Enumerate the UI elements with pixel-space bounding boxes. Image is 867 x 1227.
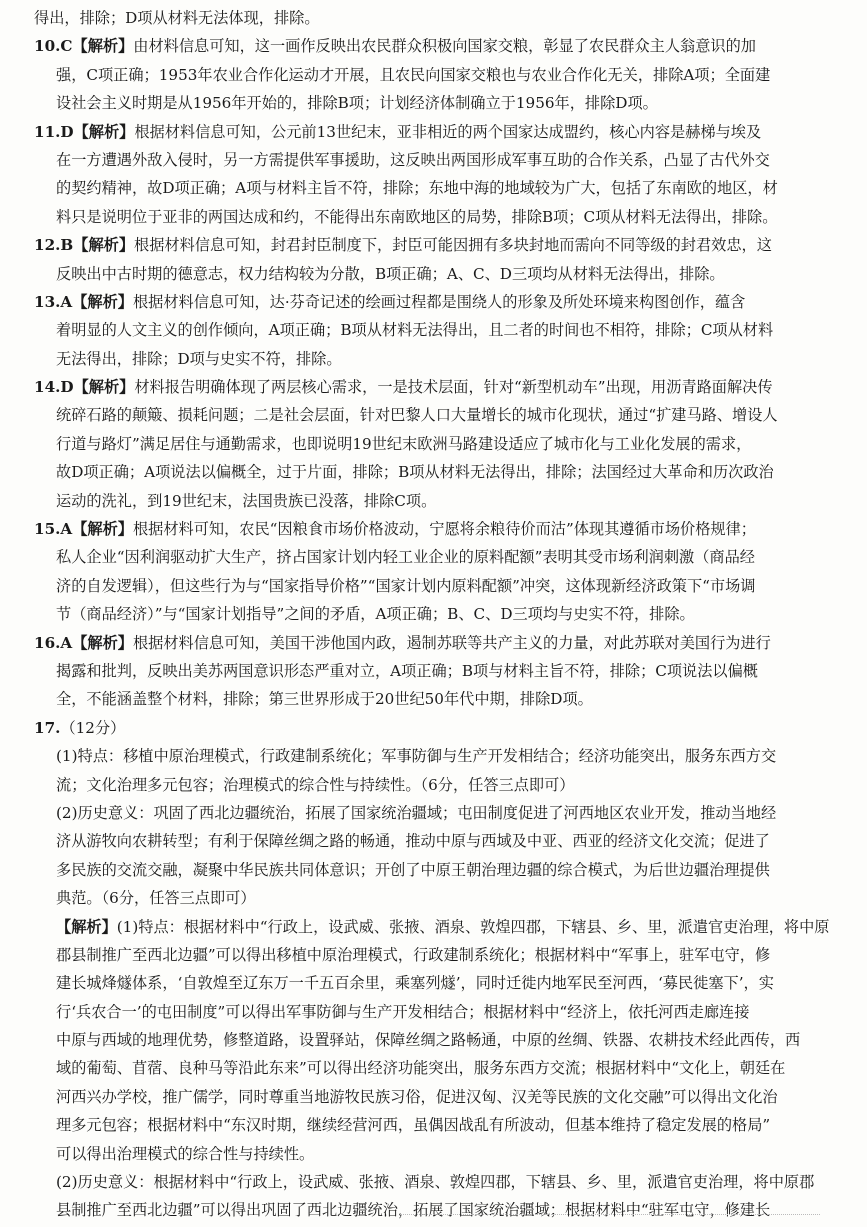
- text-line: [34, 458, 833, 486]
- line-body: 根据材料信息可知，美国干涉他国内政，遏制苏联等共产主义的力量，对此苏联对美国行为进行: [132, 633, 771, 652]
- text-line: [34, 515, 833, 543]
- line-body: （12分）: [60, 718, 126, 737]
- line-body: 行道与路灯”满足居住与通勤需求，也即说明19世纪末欧洲马路建设适应了城市化与工业化发展的需求，: [56, 434, 752, 453]
- line-body: (2)历史意义：巩固了西北边疆统治，拓展了国家统治疆域；屯田制度促进了河西地区农业开发，推动当地经: [56, 803, 777, 822]
- text-line: [34, 913, 833, 941]
- text-line: [34, 1111, 833, 1139]
- line-body: 无法得出，排除；D项与史实不符，排除。: [56, 349, 342, 368]
- text-line: [34, 941, 833, 969]
- line-body: 理多元包容；根据材料中“东汉时期，继续经营河西，虽偶因战乱有所波动，但基本维持了稳定发展的格局”: [56, 1116, 771, 1135]
- line-body: 根据材料信息可知，公元前13世纪末，亚非相近的两个国家达成盟约，核心内容是赫梯与埃及: [134, 122, 762, 141]
- text-line: [34, 260, 833, 288]
- text-line: [34, 401, 833, 429]
- line-body: 域的葡萄、苜蓿、良种马等沿此东来”可以得出经济功能突出，服务东西方交流；根据材料中“文化上，朝廷在: [56, 1059, 786, 1078]
- line-body: 材料报告明确体现了两层核心需求，一是技术层面，针对“新型机动车”出现，用沥青路面解决传: [134, 378, 773, 397]
- page-bottom-divider: [400, 1214, 820, 1216]
- question-number: 17.: [34, 718, 61, 737]
- analysis-tag: 【解析】: [72, 520, 133, 539]
- line-body: 着明显的人文主义的创作倾向，A项正确；B项从材料无法得出，且二者的时间也不相符，排除；C项从材料: [56, 321, 774, 340]
- text-line: [34, 174, 833, 202]
- text-line: [34, 1196, 833, 1224]
- text-line: [34, 1168, 833, 1196]
- text-line: [34, 231, 833, 259]
- text-line: [34, 32, 833, 60]
- line-body: 河西兴办学校，推广儒学，同时尊重当地游牧民族习俗，促进汉匈、汉羌等民族的文化交融”可以得出文化治: [56, 1087, 778, 1106]
- line-body: (1)特点：移植中原治理模式，行政建制系统化；军事防御与生产开发相结合；经济功能突出，服务东西方交: [56, 747, 777, 766]
- line-body: 县制推广至西北边疆”可以得出巩固了西北边疆统治，拓展了国家统治疆域；根据材料中“驻军屯守，修建长: [56, 1201, 771, 1220]
- line-body: 强，C项正确；1953年农业合作化运动才开展，且农民向国家交粮也与农业合作化无关，排除A项；全面建: [56, 65, 771, 84]
- text-line: [34, 543, 833, 571]
- text-line: [34, 572, 833, 600]
- line-body: 私人企业“因利润驱动扩大生产，挤占国家计划内轻工业企业的原料配额”表明其受市场利润刺激（商品经: [56, 548, 755, 567]
- line-body: 揭露和批判，反映出美苏两国意识形态严重对立，A项正确；B项与材料主旨不符，排除；C项说法以偏概: [56, 661, 758, 680]
- text-line: [34, 61, 833, 89]
- text-line: [34, 742, 833, 770]
- line-body: 全，不能涵盖整个材料，排除；第三世界形成于20世纪50年代中期，排除D项。: [56, 690, 593, 709]
- line-body: 根据材料信息可知，封君封臣制度下，封臣可能因拥有多块封地而需向不同等级的封君效忠，这: [134, 236, 772, 255]
- line-body: 建长城烽燧体系，‘自敦煌至辽东万一千五百余里，乘塞列燧’，同时迁徙内地军民至河西，‘募民徙塞下’，实: [56, 974, 774, 993]
- line-body: 统碎石路的颠簸、损耗问题；二是社会层面，针对巴黎人口大量增长的城市化现状，通过“扩建马路、增设人: [56, 406, 778, 425]
- text-line: [34, 884, 833, 912]
- text-line: [34, 487, 833, 515]
- line-body: 多民族的交流交融，凝聚中华民族共同体意识；开创了中原王朝治理边疆的综合模式，为后世边疆治理提供: [56, 860, 770, 879]
- line-body: 济从游牧向农耕转型；有利于保障丝绸之路的畅通，推动中原与西域及中亚、西亚的经济文化交流；促进了: [56, 832, 770, 851]
- text-line: [34, 799, 833, 827]
- line-body: 由材料信息可知，这一画作反映出农民群众积极向国家交粮，彰显了农民群众主人翁意识的加: [133, 37, 756, 56]
- question-number: 13.A: [34, 292, 73, 311]
- text-line: [34, 89, 833, 117]
- line-body: 在一方遭遇外敌入侵时，另一方需提供军事援助，这反映出两国形成军事互助的合作关系，凸显了古代外交: [56, 150, 770, 169]
- text-line: [34, 1140, 833, 1168]
- text-line: [34, 827, 833, 855]
- text-line: [34, 1026, 833, 1054]
- line-body: 郡县制推广至西北边疆”可以得出移植中原治理模式，行政建制系统化；根据材料中“军事上，驻军屯守，修: [56, 945, 771, 964]
- text-line: [34, 288, 833, 316]
- line-body: 中原与西域的地理优势，修整道路，设置驿站，保障丝绸之路畅通，中原的丝绸、铁器、农耕技术经此西传，西: [56, 1031, 801, 1050]
- text-line: [34, 430, 833, 458]
- text-line: [34, 118, 833, 146]
- analysis-tag: 【解析】: [73, 378, 135, 397]
- line-body: 设社会主义时期是从1956年开始的，排除B项；计划经济体制确立于1956年，排除D项。: [56, 94, 658, 113]
- text-line: [34, 998, 833, 1026]
- analysis-tag: 【解析】: [73, 236, 135, 255]
- line-body: 的契约精神，故D项正确；A项与材料主旨不符，排除；东地中海的地域较为广大，包括了东南欧的地区，材: [56, 179, 778, 198]
- text-line: [34, 714, 833, 742]
- question-number: 15.A: [34, 520, 73, 539]
- text-line: [34, 4, 833, 32]
- question-number: 11.D: [34, 122, 74, 141]
- analysis-tag: 【解析】: [72, 633, 133, 652]
- question-number: 16.A: [34, 633, 73, 652]
- text-line: [34, 856, 833, 884]
- text-line: [34, 203, 833, 231]
- text-line: [34, 1083, 833, 1111]
- line-body: 料只是说明位于亚非的两国达成和约，不能得出东南欧地区的局势，排除B项；C项从材料无法得出，排除。: [56, 207, 778, 226]
- question-number: 10.C: [34, 37, 73, 56]
- text-line: [34, 1054, 833, 1082]
- analysis-tag: 【解析】: [73, 122, 135, 141]
- text-line: [34, 373, 833, 401]
- line-body: 节（商品经济）”与“国家计划指导”之间的矛盾，A项正确；B、C、D三项均与史实不符，排除。: [56, 605, 695, 624]
- line-body: 反映出中古时期的德意志，权力结构较为分散，B项正确；A、C、D三项均从材料无法得出，排除。: [56, 264, 725, 283]
- line-body: 根据材料可知，农民“因粮食市场价格波动，宁愿将余粮待价而沽”体现其遵循市场价格规律；: [132, 520, 756, 539]
- text-line: [34, 316, 833, 344]
- question-number: 14.D: [34, 378, 74, 397]
- line-body: 济的自发逻辑），但这些行为与“国家指导价格”“国家计划内原料配额”冲突，这体现新经济政策下“市场调: [56, 576, 756, 595]
- line-body: 得出，排除；D项从材料无法体现，排除。: [34, 9, 320, 27]
- text-line: [34, 771, 833, 799]
- question-number: 12.B: [34, 236, 74, 255]
- text-line: [34, 146, 833, 174]
- line-body: (2)历史意义：根据材料中“行政上，设武威、张掖、酒泉、敦煌四郡，下辖县、乡、里，派遣官吏治理，将中原郡: [56, 1173, 815, 1192]
- line-body: 根据材料信息可知，达·芬奇记述的绘画过程都是围绕人的形象及所处环境来构图创作，蕴含: [132, 292, 746, 311]
- line-body: 故D项正确；A项说法以偏概全，过于片面，排除；B项从材料无法得出，排除；法国经过大革命和历次政治: [56, 463, 774, 482]
- text-line: [34, 969, 833, 997]
- line-body: (1)特点：根据材料中“行政上，设武威、张掖、酒泉、敦煌四郡，下辖县、乡、里，派遣官吏治理，将中原: [116, 917, 830, 936]
- analysis-tag: 【解析】: [72, 37, 134, 56]
- text-line: [34, 685, 833, 713]
- text-line: [34, 600, 833, 628]
- line-body: 可以得出治理模式的综合性与持续性。: [56, 1144, 315, 1163]
- line-body: 行‘兵农合一’的屯田制度”可以得出军事防御与生产开发相结合；根据材料中“经济上，依托河西走廊连接: [56, 1002, 750, 1021]
- text-line: [34, 657, 833, 685]
- analysis-tag: 【解析】: [56, 917, 117, 936]
- line-body: 流；文化治理多元包容；治理模式的综合性与持续性。（6分，任答三点即可）: [56, 775, 575, 794]
- text-line: [34, 629, 833, 657]
- line-body: 运动的洗礼，到19世纪末，法国贵族已没落，排除C项。: [56, 491, 437, 510]
- analysis-tag: 【解析】: [72, 292, 133, 311]
- line-body: 典范。（6分，任答三点即可）: [56, 889, 256, 908]
- text-line: [34, 345, 833, 373]
